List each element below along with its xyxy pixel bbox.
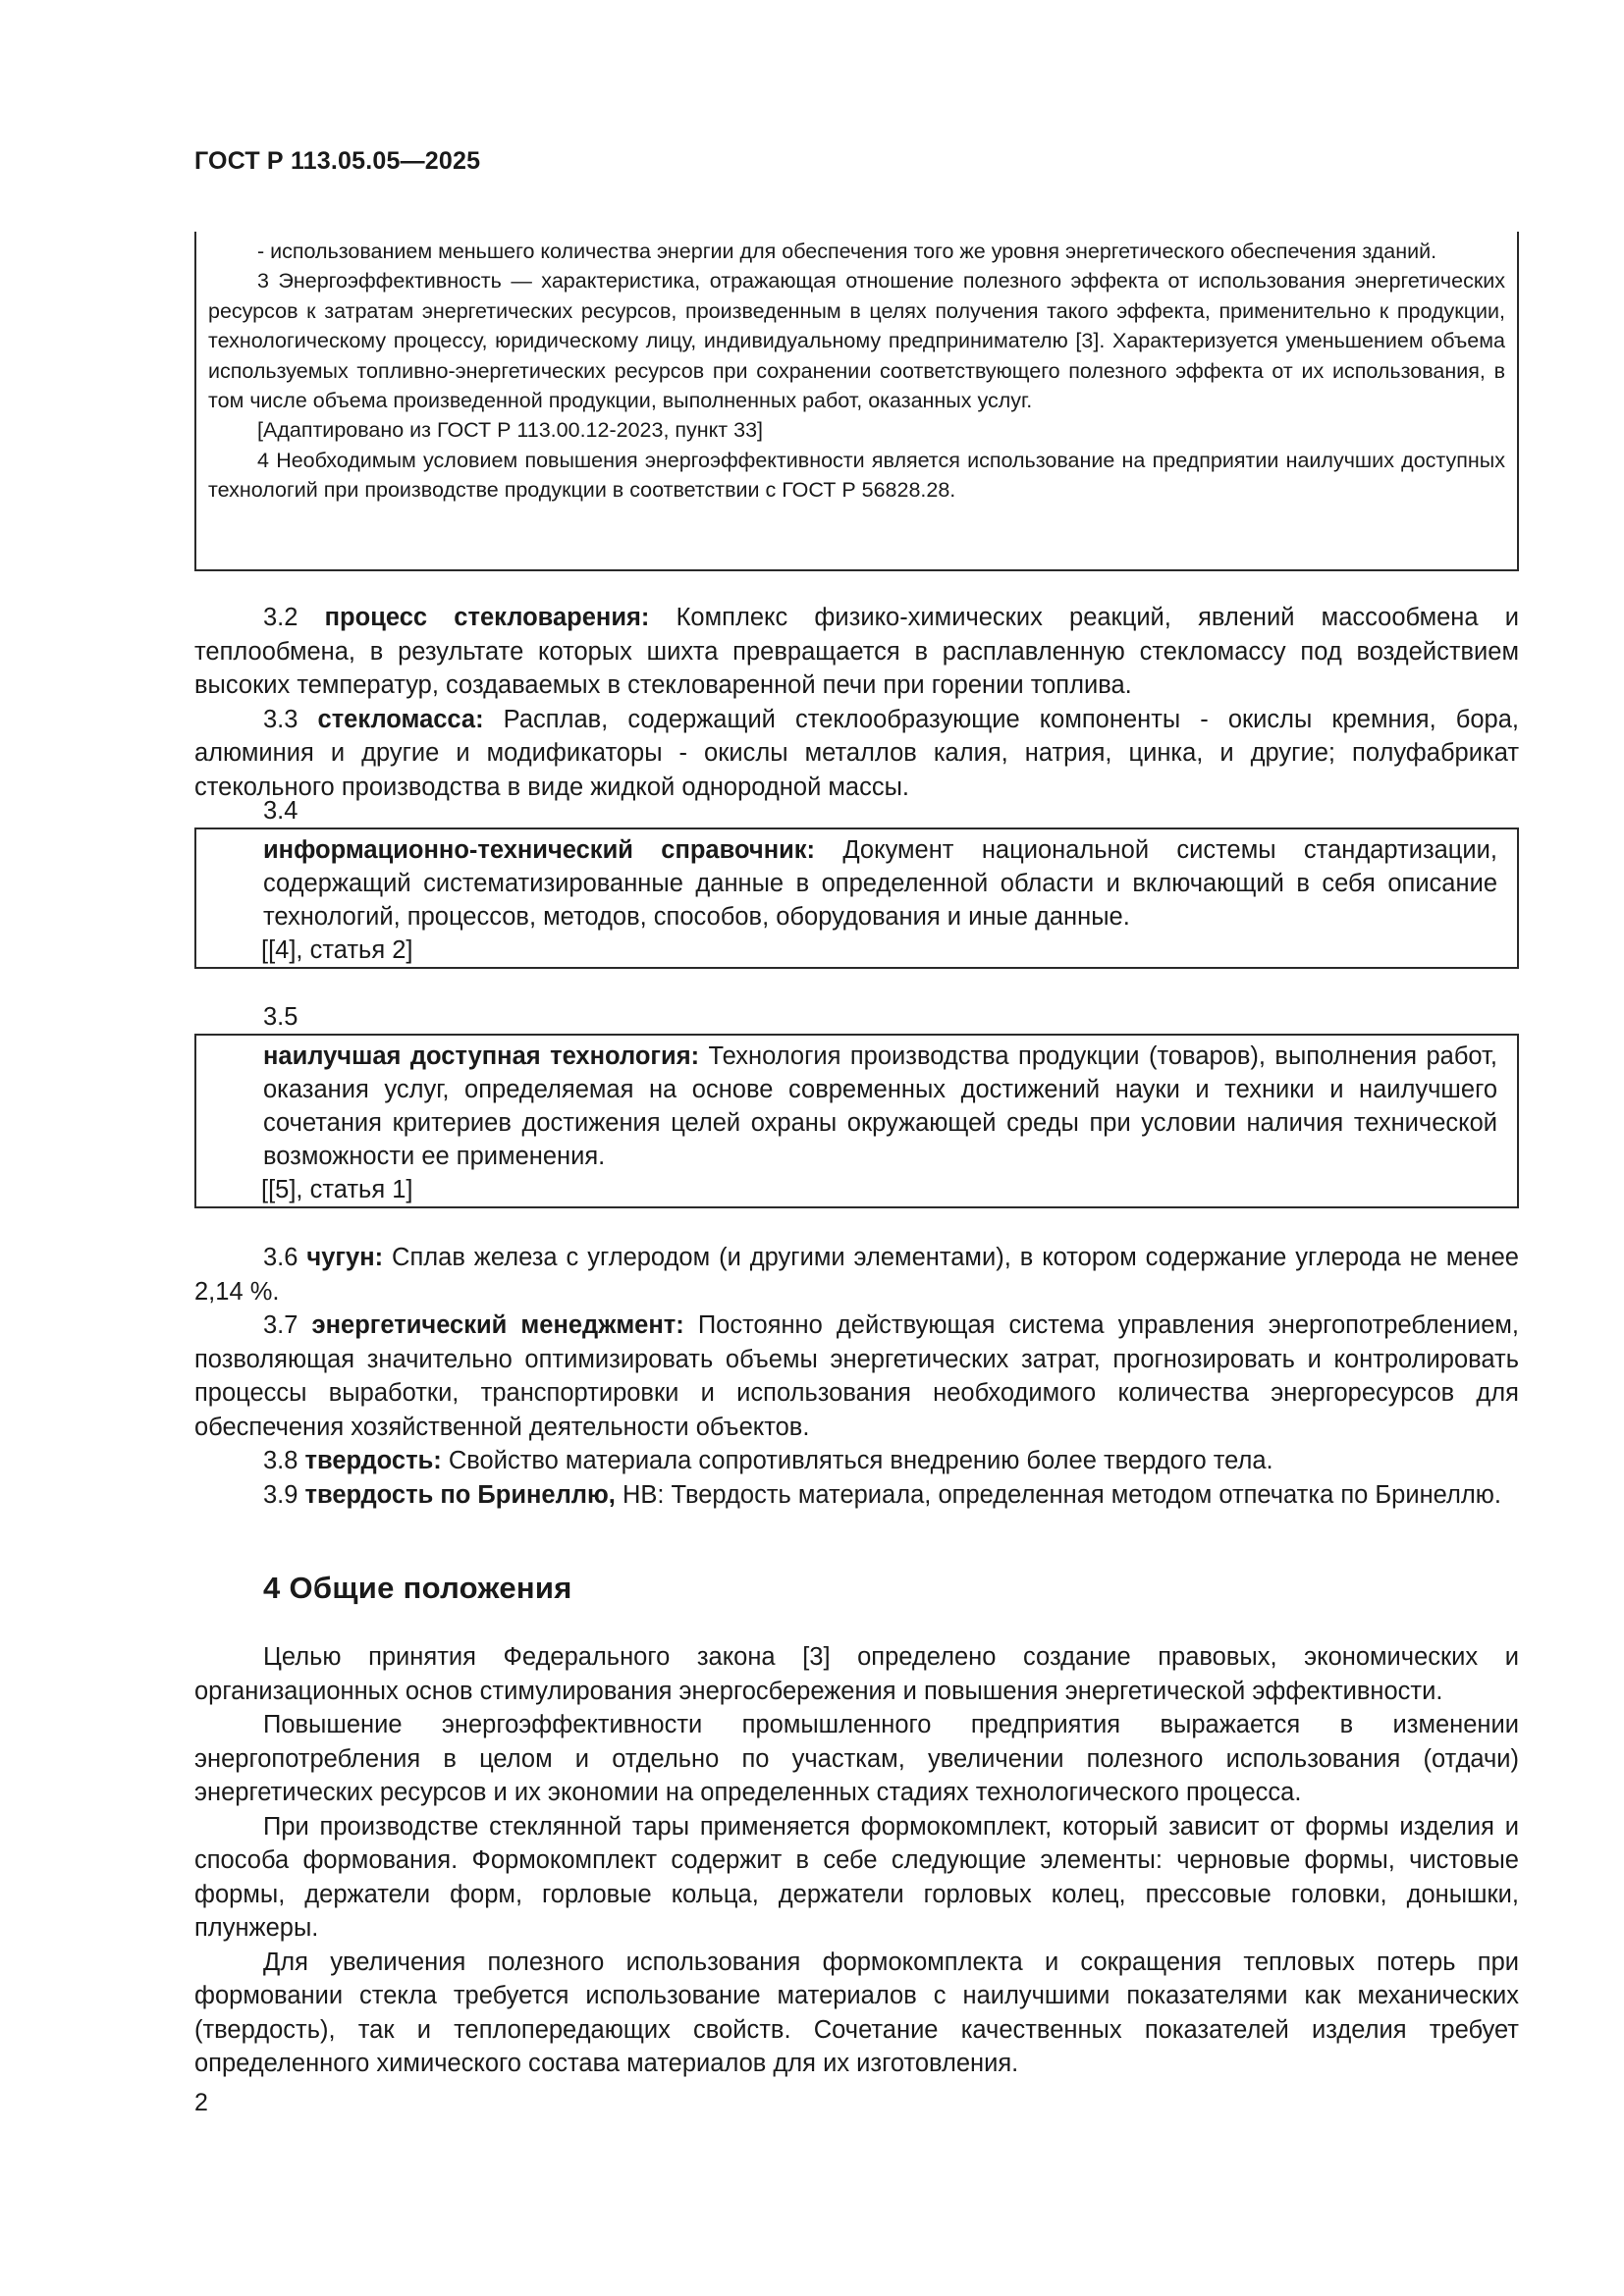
term-name: энергетический менеджмент: [311,1311,684,1339]
section-4-body [194,1640,1519,2081]
term-definition: Свойство материала сопротивляться внедрению более твердого тела. [441,1447,1273,1474]
term-3-5-frame [194,1034,1519,1208]
term-definition: Комплекс физико-химических реакций, явлений массообмена и теплообмена, в результате которых шихта превращается в расплавленную стекломассу под воздействием высоких температур, создаваемых в стекловаренной печи при горении топлива. [194,604,1519,699]
term-3-4-number: 3.4 [263,797,298,825]
section-4-paragraph: Для увеличения полезного использования формокомплекта и сокращения тепловых потерь при формовании стекла требуется использование материалов с наилучшими показателями как механических (твердость), так и теплопередающих свойств. Сочетание качественных показателей изделия требует определенного химического состава материалов для их изготовления. [194,1948,1519,2077]
document-header: ГОСТ Р 113.05.05—2025 [194,147,481,175]
term-3-4 [263,833,1497,934]
term-name: информационно-технический справочник: [263,836,816,864]
term-number: 3.9 [263,1480,298,1509]
term-3-9 [194,1478,1519,1513]
term-3-4-frame [194,828,1519,969]
term-definition: HB: Твердость материала, определенная методом отпечатка по Бринеллю. [615,1480,1501,1509]
term-name: чугун: [306,1244,384,1271]
term-name: твердость по Бринеллю, [304,1480,616,1509]
section-4-paragraph: Целью принятия Федерального закона [3] определено создание правовых, экономических и организационных основ стимулирования энергосбережения и повышения энергетической эффективности. [194,1643,1519,1705]
term-number: 3.6 [263,1244,298,1271]
term-number: 3.2 [263,604,298,631]
section-4-paragraph: Повышение энергоэффективности промышленного предприятия выражается в изменении энергопотребления в целом и отдельно по участкам, увеличении полезного использования (отдачи) энергетических ресурсов и их экономии на определенных стадиях технологического процесса. [194,1711,1519,1806]
term-3-7 [194,1308,1519,1444]
term-3-4-source: [[4], статья 2] [261,936,413,964]
term-definition: Постоянно действующая система управления энергопотреблением, позволяющая значительно оптимизировать объемы энергетических затрат, прогнозировать и контролировать процессы выработки, транспортировки и использования необходимого количества энергоресурсов для обеспечения хозяйственной деятельности объектов. [194,1311,1519,1441]
notes-box [194,232,1519,571]
term-3-3 [194,703,1519,805]
term-name: наилучшая доступная технология: [263,1042,700,1070]
note-bullet-continued: - использованием меньшего количества энергии для обеспечения того же уровня энергетического обеспечения зданий. [257,240,1437,263]
term-number: 3.7 [263,1311,298,1339]
note-4: 4 Необходимым условием повышения энергоэффективности является использование на предприятии наилучших доступных технологий при производстве продукции в соответствии с ГОСТ Р 56828.28. [208,448,1505,503]
section-4-paragraph: При производстве стеклянной тары применяется формокомплект, который зависит от формы изделия и способа формования. Формокомплект содержит в себе следующие элементы: черновые формы, чистовые формы, держатели форм, горловые кольца, держатели горловых колец, прессовые головки, донышки, плунжеры. [194,1812,1519,1942]
term-definition: Документ национальной системы стандартизации, содержащий систематизированные данные в определенной области и включающий в себя описание технологий, процессов, методов, способов, оборудования и иные данные. [263,836,1497,931]
term-definition: Технология производства продукции (товаров), выполнения работ, оказания услуг, определяемая на основе современных достижений науки и техники и наилучшего сочетания критериев достижения целей охраны окружающей среды при условии наличия технической возможности ее применения. [263,1042,1497,1170]
note-3: 3 Энергоэффективность — характеристика, отражающая отношение полезного эффекта от использования энергетических ресурсов к затратам энергетических ресурсов, произведенным в целях получения такого эффекта, применительно к продукции, технологическому процессу, юридическому лицу, индивидуальному предпринимателю [3]. Характеризуется уменьшением объема используемых топливно-энергетических ресурсов при сохранении соответствующего полезного эффекта от их использования, в том числе объема произведенной продукции, выполненных работ, оказанных услуг. [208,269,1505,413]
term-definition: Расплав, содержащий стеклообразующие компоненты - окислы кремния, бора, алюминия и другие и модификаторы - окислы металлов калия, натрия, цинка, и другие; полуфабрикат стекольного производства в виде жидкой однородной массы. [194,705,1519,801]
term-name: твердость: [304,1447,442,1474]
term-number: 3.8 [263,1447,298,1474]
terms-block-1 [194,601,1519,804]
section-4-heading: 4 Общие положения [263,1571,572,1605]
term-name: процесс стекловарения: [324,604,650,631]
term-name: стекломасса: [317,705,484,733]
page-number: 2 [194,2089,208,2116]
term-3-8 [194,1444,1519,1478]
term-3-2 [194,601,1519,703]
note-3-source: [Адаптировано из ГОСТ Р 113.00.12-2023, пункт 33] [257,418,764,443]
term-3-5 [263,1040,1497,1173]
term-number: 3.3 [263,705,298,733]
term-definition: Сплав железа с углеродом (и другими элементами), в котором содержание углерода не менее 2,14 %. [194,1244,1519,1306]
term-3-5-number: 3.5 [263,1003,298,1031]
term-3-5-source: [[5], статья 1] [261,1176,413,1203]
term-3-6 [194,1241,1519,1308]
terms-block-2 [194,1241,1519,1512]
